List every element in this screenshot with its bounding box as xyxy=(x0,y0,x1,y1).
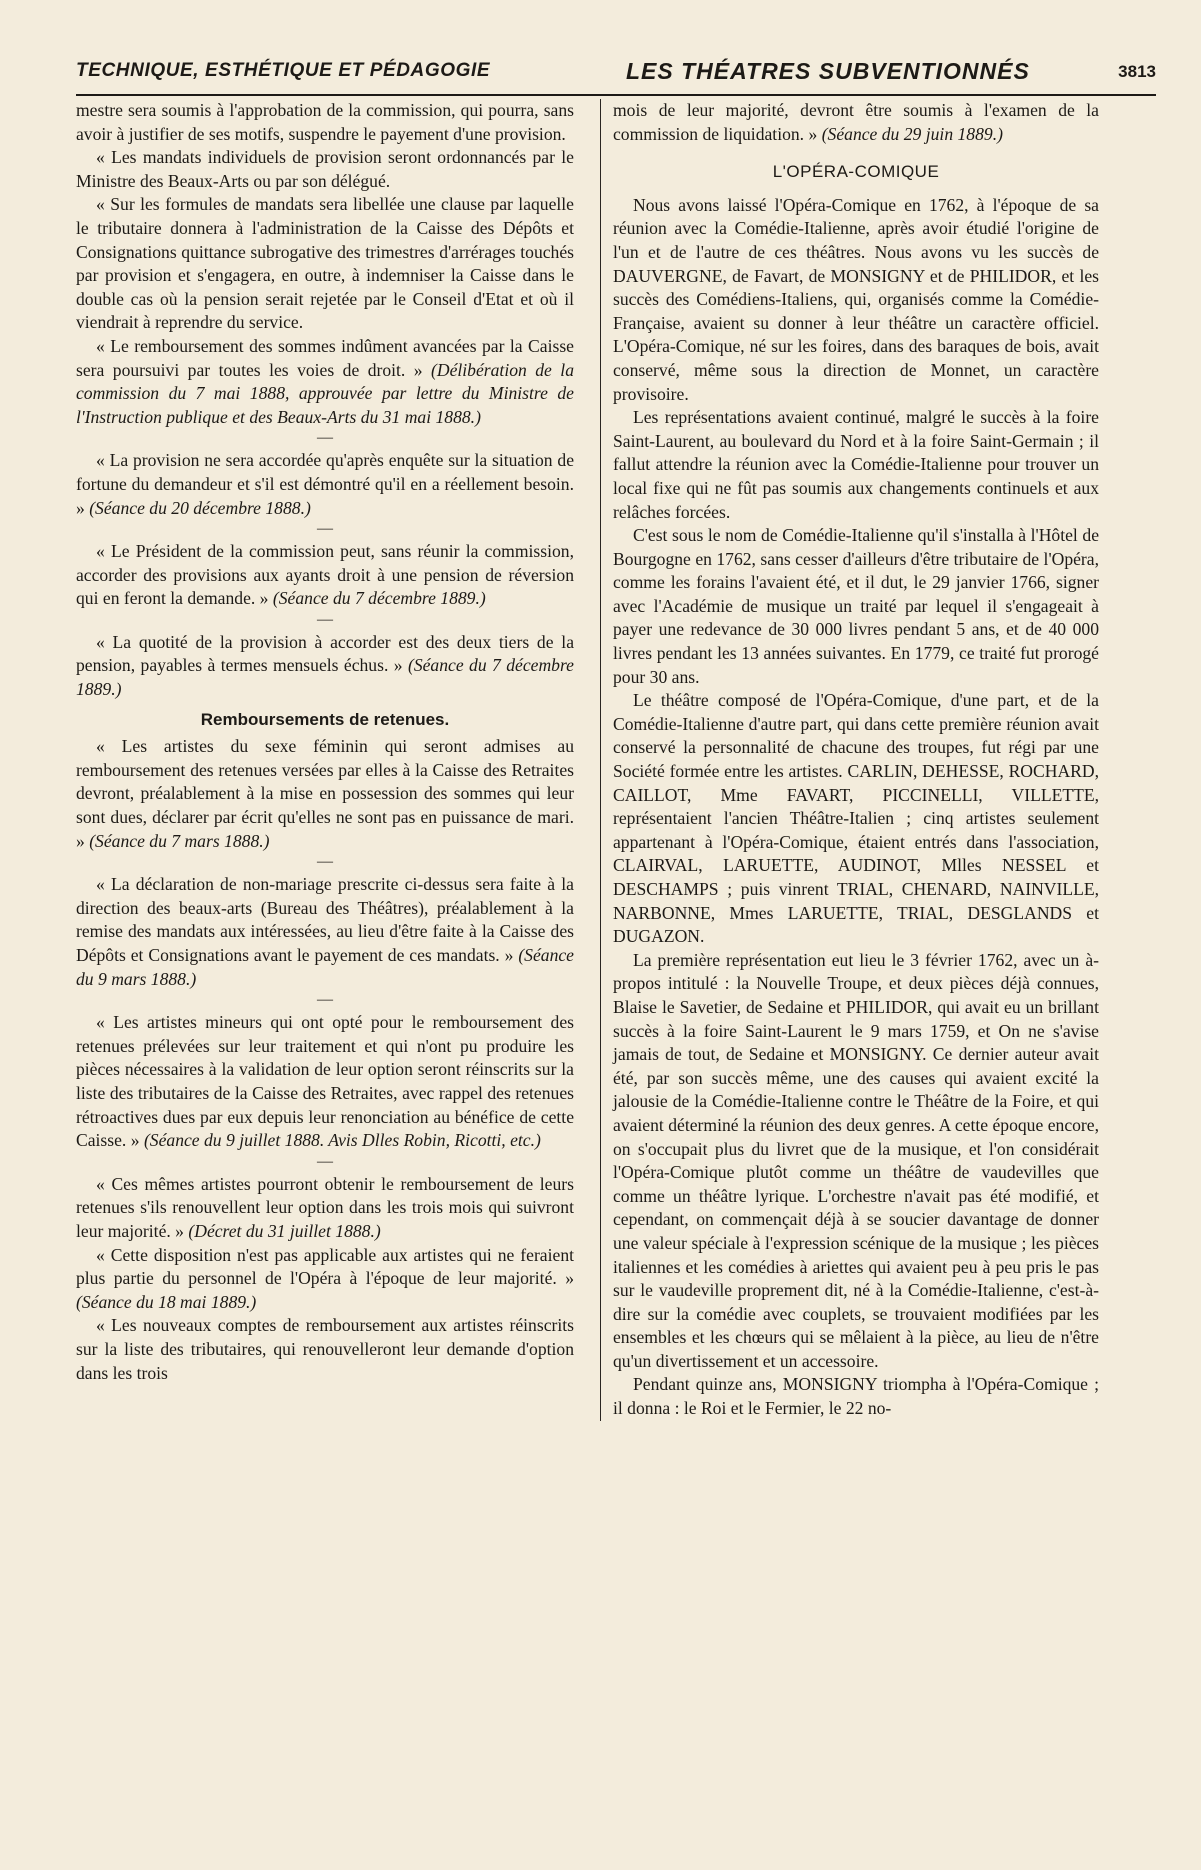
citation: (Séance du 9 juillet 1888. Avis Dlles Robin, Ricotti, etc.) xyxy=(143,1130,541,1151)
citation: (Décret du 31 juillet 1888.) xyxy=(188,1220,381,1241)
paragraph: La première représentation eut lieu le 3 février 1762, avec un à-propos intitulé : la Nouvelle Troupe, et deux pièces déjà connues, Blaise le Savetier, de Sedaine et PHILIDOR, qui avait eu un brillant succès à la foire Saint-Laurent le 9 mars 1759, et On ne s'avise jamais de tout, de Sedaine et MONSIGNY. Ce dernier auteur avait été, par son succès même, une des causes qui avaient excité la jalousie de la Comédie-Italienne contre le Théâtre de la Foire, et qui avaient déterminé la réunion des deux genres. A cette époque encore, on s'occupait plus du livret que de la musique, et l'on considérait l'Opéra-Comique plutôt comme un théâtre de vaudevilles que comme un théâtre lyrique. L'orchestre n'avait pas été modifié, et cependant, on commençait déjà à se soucier davantage de donner une valeur spéciale à l'expression scénique de la musique ; les pièces italiennes et les comédies à ariettes qui avaient peu à peu pris le pas sur le vaudeville proprement dit, né à la Comédie-Italienne, c'est-à-dire sur la comédie avec couplets, se trouvaient modifiées par les ensembles et les chœurs qui se mêlaient à la pièce, au lieu de n'être qu'un divertissement et un accessoire. xyxy=(613,949,1099,1371)
separator: — xyxy=(317,1152,333,1170)
paragraph xyxy=(76,873,574,991)
separator: — xyxy=(317,853,333,871)
header-chapter-title: LES THÉATRES SUBVENTIONNÉS xyxy=(626,58,1030,84)
paragraph-text: « Le remboursement des sommes indûment avancées par la Caisse sera poursuivi par toutes les voies de droit. » xyxy=(76,335,574,380)
separator: — xyxy=(317,610,333,628)
paragraph: « Sur les formules de mandats sera libellée une clause par laquelle le tributaire donnera à l'administration de la Caisse des Dépôts et Consignations quittance subrogative des trimestres d'arrérages touchés par provision et s'engagera, en outre, à indemniser la Caisse dans le double cas où la pension serait rejetée par le Conseil d'Etat et où il viendrait à reprendre du service. xyxy=(76,194,574,333)
citation: (Séance du 9 mars 1888.) xyxy=(76,945,574,989)
citation: (Délibération de la commission du 7 mai 1888, approuvée par lettre du Ministre de l'Instruction publique et des Beaux-Arts du 31 mai 1888.) xyxy=(76,359,574,427)
paragraph-text: « La déclaration de non-mariage prescrite ci-dessus sera faite à la direction des beaux-arts (Bureau des Théâtres), préalablement à la remise des mandats aux intéressées, au lieu d'être faite à la Caisse des Dépôts et Consignations avant le payement de ces mandats. » xyxy=(76,874,574,965)
citation: (Séance du 29 juin 1889.) xyxy=(821,123,1003,144)
paragraph-text: « La quotité de la provision à accorder est des deux tiers de la pension, payables à termes mensuels échus. » xyxy=(76,631,574,676)
paragraph: « Les nouveaux comptes de remboursement aux artistes réinscrits sur la liste des tributaires, qui renouvelleront leur demande d'option dans les trois xyxy=(76,1315,574,1383)
citation: (Séance du 7 mars 1888.) xyxy=(89,830,270,851)
paragraph xyxy=(76,335,574,429)
citation: (Séance du 20 décembre 1888.) xyxy=(89,497,311,518)
paragraph-text: « Ces mêmes artistes pourront obtenir le remboursement de leurs retenues s'ils renouvellent leur option dans les trois mois qui suivront leur majorité. » xyxy=(76,1173,574,1241)
paragraph xyxy=(76,1011,574,1153)
paragraph: Le théâtre composé de l'Opéra-Comique, d'une part, et de la Comédie-Italienne d'autre part, qui dans cette première réunion avait conservé la personnalité de chacune des troupes, fut régi par une Société formée entre les artistes. CARLIN, DEHESSE, ROCHARD, CAILLOT, Mme FAVART, PICCINELLI, VILLETTE, représentaient l'ancien Théâtre-Italien ; cinq artistes seulement appartenant à l'Opéra-Comique, étaient entrés dans l'association, CLAIRVAL, LARUETTE, AUDINOT, Mlles NESSEL et DESCHAMPS ; puis vinrent TRIAL, CHENARD, NAINVILLE, NARBONNE, Mmes LARUETTE, TRIAL, DESGLANDS et DUGAZON. xyxy=(613,690,1099,947)
paragraph-text: « Les artistes du sexe féminin qui seront admises au remboursement des retenues versées par elles à la Caisse des Retraites devront, préalablement à la mise en possession des sommes qui leur sont dues, déclarer par écrit qu'elles ne sont pas en puissance de mari. » xyxy=(76,736,574,851)
paragraph xyxy=(76,1173,574,1244)
paragraph-text: « Les artistes mineurs qui ont opté pour le remboursement des retenues prélevées sur leur traitement et qui n'ont pu produire les pièces nécessaires à la validation de leur option seront réinscrits sur la liste des tributaires de la Caisse des Retraites, avec rappel des retenues rétroactives dues par eux depuis leur renonciation au bénéfice de cette Caisse. » xyxy=(76,1012,574,1151)
paragraph-text: « La provision ne sera accordée qu'après enquête sur la situation de fortune du demandeur et s'il est démontré qu'il en a réellement besoin. » xyxy=(76,450,574,518)
paragraph: Nous avons laissé l'Opéra-Comique en 1762, à l'époque de sa réunion avec la Comédie-Italienne, après avoir étudié l'origine de l'un et de l'autre de ces théâtres. Nous avons vu les succès de DAUVERGNE, de Favart, de MONSIGNY et de PHILIDOR, et les succès des Comédiens-Italiens, qui, organisés comme la Comédie-Française, avaient su donner à leur théâtre un caractère officiel. L'Opéra-Comique, né sur les foires, dans des baraques de bois, avait conservé, même sous la direction de Monnet, un caractère provisoire. xyxy=(613,194,1099,404)
right-column xyxy=(600,99,1099,1421)
citation: (Séance du 7 décembre 1889.) xyxy=(76,655,574,700)
paragraph xyxy=(76,1244,574,1315)
paragraph-text: « Cette disposition n'est pas applicable aux artistes qui ne feraient plus partie du personnel de l'Opéra à l'époque de leur majorité. » xyxy=(76,1244,574,1289)
paragraph xyxy=(76,540,574,611)
paragraph: C'est sous le nom de Comédie-Italienne qu'il s'installa à l'Hôtel de Bourgogne en 1762, sans cesser d'ailleurs d'être tributaire de l'Opéra, comme les forains l'avaient été, et il dut, le 29 janvier 1766, signer avec l'Académie de musique un traité par lequel il s'engageait à payer une redevance de 30 000 livres pendant 5 ans, et de 40 000 livres pendant les 13 années suivantes. En 1779, ce traité fut prorogé pour 30 ans. xyxy=(613,525,1099,687)
paragraph-text: mois de leur majorité, devront être soumis à l'examen de la commission de liquidation. » xyxy=(613,100,1099,144)
page-number: 3813 xyxy=(1118,62,1156,81)
paragraph xyxy=(76,735,574,853)
separator: — xyxy=(317,991,333,1009)
section-heading: L'OPÉRA-COMIQUE xyxy=(772,162,940,182)
paragraph-text: « Le Président de la commission peut, sans réunir la commission, accorder des provisions aux ayants droit à une pension de réversion qui en feront la demande. » xyxy=(76,541,574,609)
running-header xyxy=(76,58,1156,96)
paragraph: Les représentations avaient continué, malgré le succès à la foire Saint-Laurent, au boulevard du Nord et à la foire Saint-Germain ; il fallut attendre la réunion avec la Comédie-Italienne pour trouver un local fixe qui ne fût pas soumis aux changements continuels et aux relâches forcées. xyxy=(613,407,1099,522)
citation: (Séance du 18 mai 1889.) xyxy=(76,1291,257,1312)
separator: — xyxy=(317,520,333,538)
paragraph: « Les mandats individuels de provision seront ordonnancés par le Ministre des Beaux-Arts ou par son délégué. xyxy=(76,147,574,191)
paragraph xyxy=(613,99,1099,146)
section-heading: Remboursements de retenues. xyxy=(200,709,450,729)
header-section-title: TECHNIQUE, ESTHÉTIQUE ET PÉDAGOGIE xyxy=(76,60,491,81)
paragraph: Pendant quinze ans, MONSIGNY triompha à l'Opéra-Comique ; il donna : le Roi et le Fermier, le 22 no- xyxy=(613,1374,1099,1419)
citation: (Séance du 7 décembre 1889.) xyxy=(272,588,486,609)
separator: — xyxy=(317,429,333,447)
paragraph xyxy=(76,631,574,702)
left-column xyxy=(76,99,574,1385)
paragraph xyxy=(76,449,574,520)
paragraph: mestre sera soumis à l'approbation de la commission, qui pourra, sans avoir à justifier de ses motifs, suspendre le payement d'une provision. xyxy=(76,100,574,144)
